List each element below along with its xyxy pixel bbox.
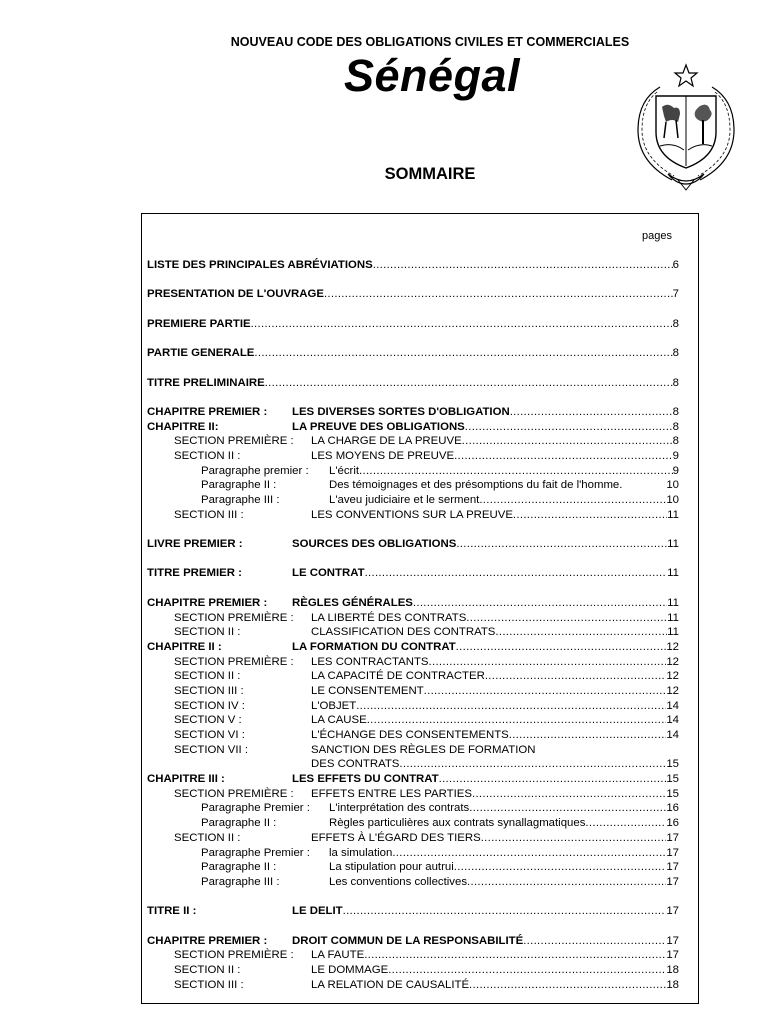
toc-entry-title: EFFETS À L'ÉGARD DES TIERS [311,831,481,844]
toc-entry [147,420,679,435]
toc-entry-page: 15 [666,773,679,786]
toc-dot-leader [392,846,666,861]
toc-entry-key: Paragraphe II : [201,479,277,492]
toc-entry [147,831,679,846]
toc-entry-title: LE DELIT [292,905,343,918]
toc-dot-leader [495,625,667,640]
toc-entry-page: 12 [666,655,679,668]
toc-entry-key: SECTION PREMIÈRE : [174,435,294,448]
toc-entry-page: 8 [672,420,679,433]
toc-entry-key: SECTION VII : [174,743,249,756]
toc-entry-key: SECTION IV : [174,699,245,712]
toc-entry [147,640,679,655]
toc-entry-title: EFFETS ENTRE LES PARTIES [311,787,472,800]
toc-entry-page: 8 [672,376,679,389]
toc-entry-title: Les conventions collectives [329,875,468,888]
toc-dot-leader [388,963,666,978]
toc-entry-page: 17 [666,905,679,918]
toc-entry-key: TITRE PREMIER : [147,567,242,580]
toc-entry-page: 17 [666,949,679,962]
toc-entry [147,434,679,449]
toc-entry [147,566,679,581]
toc-entry-key: Paragraphe III : [201,494,280,506]
toc-entry-title: LE CONSENTEMENT [311,684,424,697]
toc-entry [147,757,679,772]
toc-entry-page: 16 [666,802,679,815]
toc-entry [147,816,679,831]
toc-entry-page: 16 [666,817,679,830]
country-title: Sénégal [343,50,521,101]
toc-entry-title: L'écrit [329,464,360,477]
toc-entry-key: SECTION PREMIÈRE : [174,611,294,624]
toc-dot-leader [467,875,666,890]
toc-entry [147,963,679,978]
toc-entry-key: CHAPITRE III : [147,773,225,786]
toc-entry [147,449,679,464]
toc-entry-key: SECTION PREMIÈRE : [174,787,294,800]
toc-entry [147,655,679,670]
toc-entry [147,346,679,361]
toc-entry-key: SECTION II : [174,626,241,639]
toc-entry-page: 14 [666,699,679,712]
toc-entry-key: SECTION II : [174,964,241,976]
toc-dot-leader [439,772,667,787]
toc-entry-title: SOURCES DES OBLIGATIONS [292,538,457,551]
toc-entry-title: LA CAPACITÉ DE CONTRACTER [311,670,485,683]
toc-entry [147,904,679,919]
toc-dot-leader [365,566,668,581]
toc-entry [147,464,679,479]
toc-entry-title: La stipulation pour autrui [329,861,454,874]
toc-entry-title: LA FORMATION DU CONTRAT [292,640,456,653]
toc-entry-page: 11 [667,567,679,580]
toc-dot-leader [513,508,667,523]
pages-column-label: pages [642,230,672,242]
toc-entry-key: CHAPITRE PREMIER : [147,405,268,418]
toc-dot-leader [466,611,667,626]
toc-entry-title: SANCTION DES RÈGLES DE FORMATION [311,743,536,756]
toc-entry-page: 11 [667,611,679,624]
toc-dot-leader [585,816,666,831]
toc-dot-leader [485,669,666,684]
toc-entry-key: CHAPITRE PREMIER : [147,934,268,947]
document-subtitle: NOUVEAU CODE DES OBLIGATIONS CIVILES ET COMMERCIALES [230,35,630,49]
toc-entry-key: CHAPITRE PREMIER : [147,596,268,609]
toc-entry-title: LE CONTRAT [292,567,365,580]
toc-entry-title: PARTIE GENERALE [147,347,255,360]
toc-dot-leader [429,655,667,670]
toc-dot-leader [324,287,673,302]
toc-dot-leader [509,728,667,743]
toc-dot-leader [454,860,667,875]
toc-entry [147,493,679,508]
toc-entry [147,787,679,802]
toc-entry-page: 6 [672,259,679,271]
toc-dot-leader [356,699,666,714]
toc-entry [147,934,679,949]
toc-dot-leader [479,493,666,508]
toc-entry-key: SECTION PREMIÈRE : [174,655,294,668]
toc-entry [147,625,679,640]
toc-dot-leader [456,640,667,655]
toc-dot-leader [456,537,667,552]
toc-dot-leader [469,801,666,816]
toc-entry-title: LES CONTRACTANTS [311,655,429,668]
toc-entry-page: 10 [666,479,679,492]
toc-entry-key: Paragraphe Premier : [201,802,310,815]
toc-entry-title: CLASSIFICATION DES CONTRATS [311,626,496,639]
toc-dot-leader [413,596,667,611]
toc-entry-title: LA FAUTE [311,949,365,962]
toc-entry-title: PRESENTATION DE L'OUVRAGE [147,288,324,301]
toc-entry-title: LA LIBERTÉ DES CONTRATS [311,611,467,624]
toc-entry-page: 12 [666,684,679,697]
toc-entry [147,405,679,420]
toc-dot-leader [465,420,673,435]
toc-entry-title: PREMIERE PARTIE [147,317,251,330]
toc-entry-key: Paragraphe Premier : [201,846,310,859]
toc-dot-leader [399,757,666,772]
toc-entry [147,860,679,875]
toc-entry-key: Paragraphe II : [201,861,277,874]
toc-entry-title: L'interprétation des contrats [329,802,470,815]
toc-entry [147,478,679,493]
toc-entry-key: SECTION VI : [174,729,245,741]
toc-entry [147,875,679,890]
toc-entry-page: 9 [672,449,679,462]
toc-entry-page: 8 [672,317,679,330]
toc-entry-page: 9 [672,464,679,477]
toc-entry [147,728,679,743]
toc-dot-leader [523,934,666,949]
toc-entry-page: 11 [667,626,679,639]
toc-dot-leader [254,346,672,361]
toc-entry-key: LIVRE PREMIER : [147,538,243,551]
toc-entry-page: 17 [666,846,679,859]
toc-entry-page: 11 [667,538,679,551]
toc-entry-page: 17 [666,861,679,874]
toc-entry [147,258,679,273]
toc-entry-page: 15 [666,787,679,800]
toc-entry-key: SECTION II : [174,670,241,683]
toc-entry-page: 18 [666,964,679,976]
toc-entry [147,743,679,758]
toc-entry-title: LES DIVERSES SORTES D'OBLIGATION [292,405,510,418]
summary-heading: SOMMAIRE [384,165,476,183]
toc-entry [147,376,679,391]
toc-entry-title: LA PREUVE DES OBLIGATIONS [292,420,465,433]
toc-entry-page: 8 [672,347,679,360]
toc-entry-page: 17 [666,875,679,888]
toc-entry-key: TITRE II : [147,905,197,918]
toc-entry-title: DROIT COMMUN DE LA RESPONSABILITÉ [292,934,524,947]
toc-entry [147,772,679,787]
toc-entry [147,684,679,699]
toc-dot-leader [469,978,666,993]
toc-entry-title: TITRE PRELIMINAIRE [147,376,265,389]
toc-entry [147,317,679,332]
toc-entry-page: 11 [667,596,679,609]
toc-entry-key: SECTION V : [174,714,242,727]
toc-entry-page: 14 [666,729,679,741]
toc-entry-key: SECTION III : [174,684,244,697]
toc-entry-key: CHAPITRE II: [147,420,219,433]
toc-entry-page: 10 [666,494,679,506]
toc-dot-leader [359,464,673,479]
toc-dot-leader [472,787,666,802]
toc-entry-key: SECTION II : [174,449,241,462]
toc-entry-title: L'aveu judiciaire et le serment [329,494,480,506]
toc-entry-title: LISTE DES PRINCIPALES ABRÉVIATIONS [147,259,373,271]
toc-entry-page: 11 [667,508,679,521]
toc-dot-leader [510,405,673,420]
toc-entry-page: 12 [666,640,679,653]
toc-entry-page: 8 [672,405,679,418]
toc-entry-title: LES EFFETS DU CONTRAT [292,773,439,786]
toc-entry [147,669,679,684]
toc-entry-page: 8 [672,435,679,448]
toc-entry-key: SECTION III : [174,978,244,991]
toc-entry [147,846,679,861]
toc-dot-leader [454,449,673,464]
toc-entry-key: Paragraphe III : [201,875,280,888]
toc-entry-key: SECTION II : [174,831,241,844]
toc-dot-leader [481,831,667,846]
toc-dot-leader [343,904,667,919]
toc-entry-title: LES MOYENS DE PREUVE [311,449,455,462]
toc-entry-title: L'OBJET [311,699,357,712]
toc-entry [147,801,679,816]
toc-entry-title: Règles particulières aux contrats synallagmatiques [329,817,586,830]
toc-dot-leader [367,713,667,728]
toc-dot-leader [424,684,667,699]
toc-entry-page: 7 [672,288,679,301]
toc-dot-leader [373,258,673,273]
table-of-contents [147,258,679,992]
toc-entry-title: LES CONVENTIONS SUR LA PREUVE [311,508,513,521]
toc-entry [147,611,679,626]
toc-entry-page: 14 [666,714,679,727]
toc-dot-leader [251,317,673,332]
toc-entry-page: 12 [666,670,679,683]
toc-entry [147,508,679,523]
toc-entry-title: LA CAUSE [311,714,367,727]
toc-entry-title: RÈGLES GÉNÉRALES [292,596,413,609]
toc-dot-leader [364,948,666,963]
toc-entry-page: 18 [666,978,679,991]
toc-entry-title: LA RELATION DE CAUSALITÉ [311,978,470,991]
toc-entry-page: 17 [666,831,679,844]
toc-entry-key: SECTION PREMIÈRE : [174,949,294,962]
toc-dot-leader [462,434,673,449]
toc-entry-key: Paragraphe II : [201,817,277,830]
toc-entry [147,713,679,728]
toc-entry-key: SECTION III : [174,508,244,521]
toc-entry-title: la simulation [329,846,393,859]
toc-entry [147,287,679,302]
toc-entry-title: DES CONTRATS [311,758,400,771]
toc-entry-page: 15 [666,758,679,771]
toc-entry-page: 17 [666,934,679,947]
toc-entry-title: L'ÉCHANGE DES CONSENTEMENTS [311,729,509,741]
toc-entry-key: CHAPITRE II : [147,640,222,653]
toc-entry [147,537,679,552]
toc-entry-title: LA CHARGE DE LA PREUVE [311,435,462,448]
toc-entry [147,978,679,993]
toc-entry [147,948,679,963]
toc-entry-title: Des témoignages et des présomptions du fait de l'homme. [329,479,623,492]
toc-entry [147,596,679,611]
toc-entry-key: Paragraphe premier : [201,464,309,477]
toc-entry [147,699,679,714]
toc-entry-title: LE DOMMAGE [311,964,389,976]
toc-dot-leader [265,376,673,391]
